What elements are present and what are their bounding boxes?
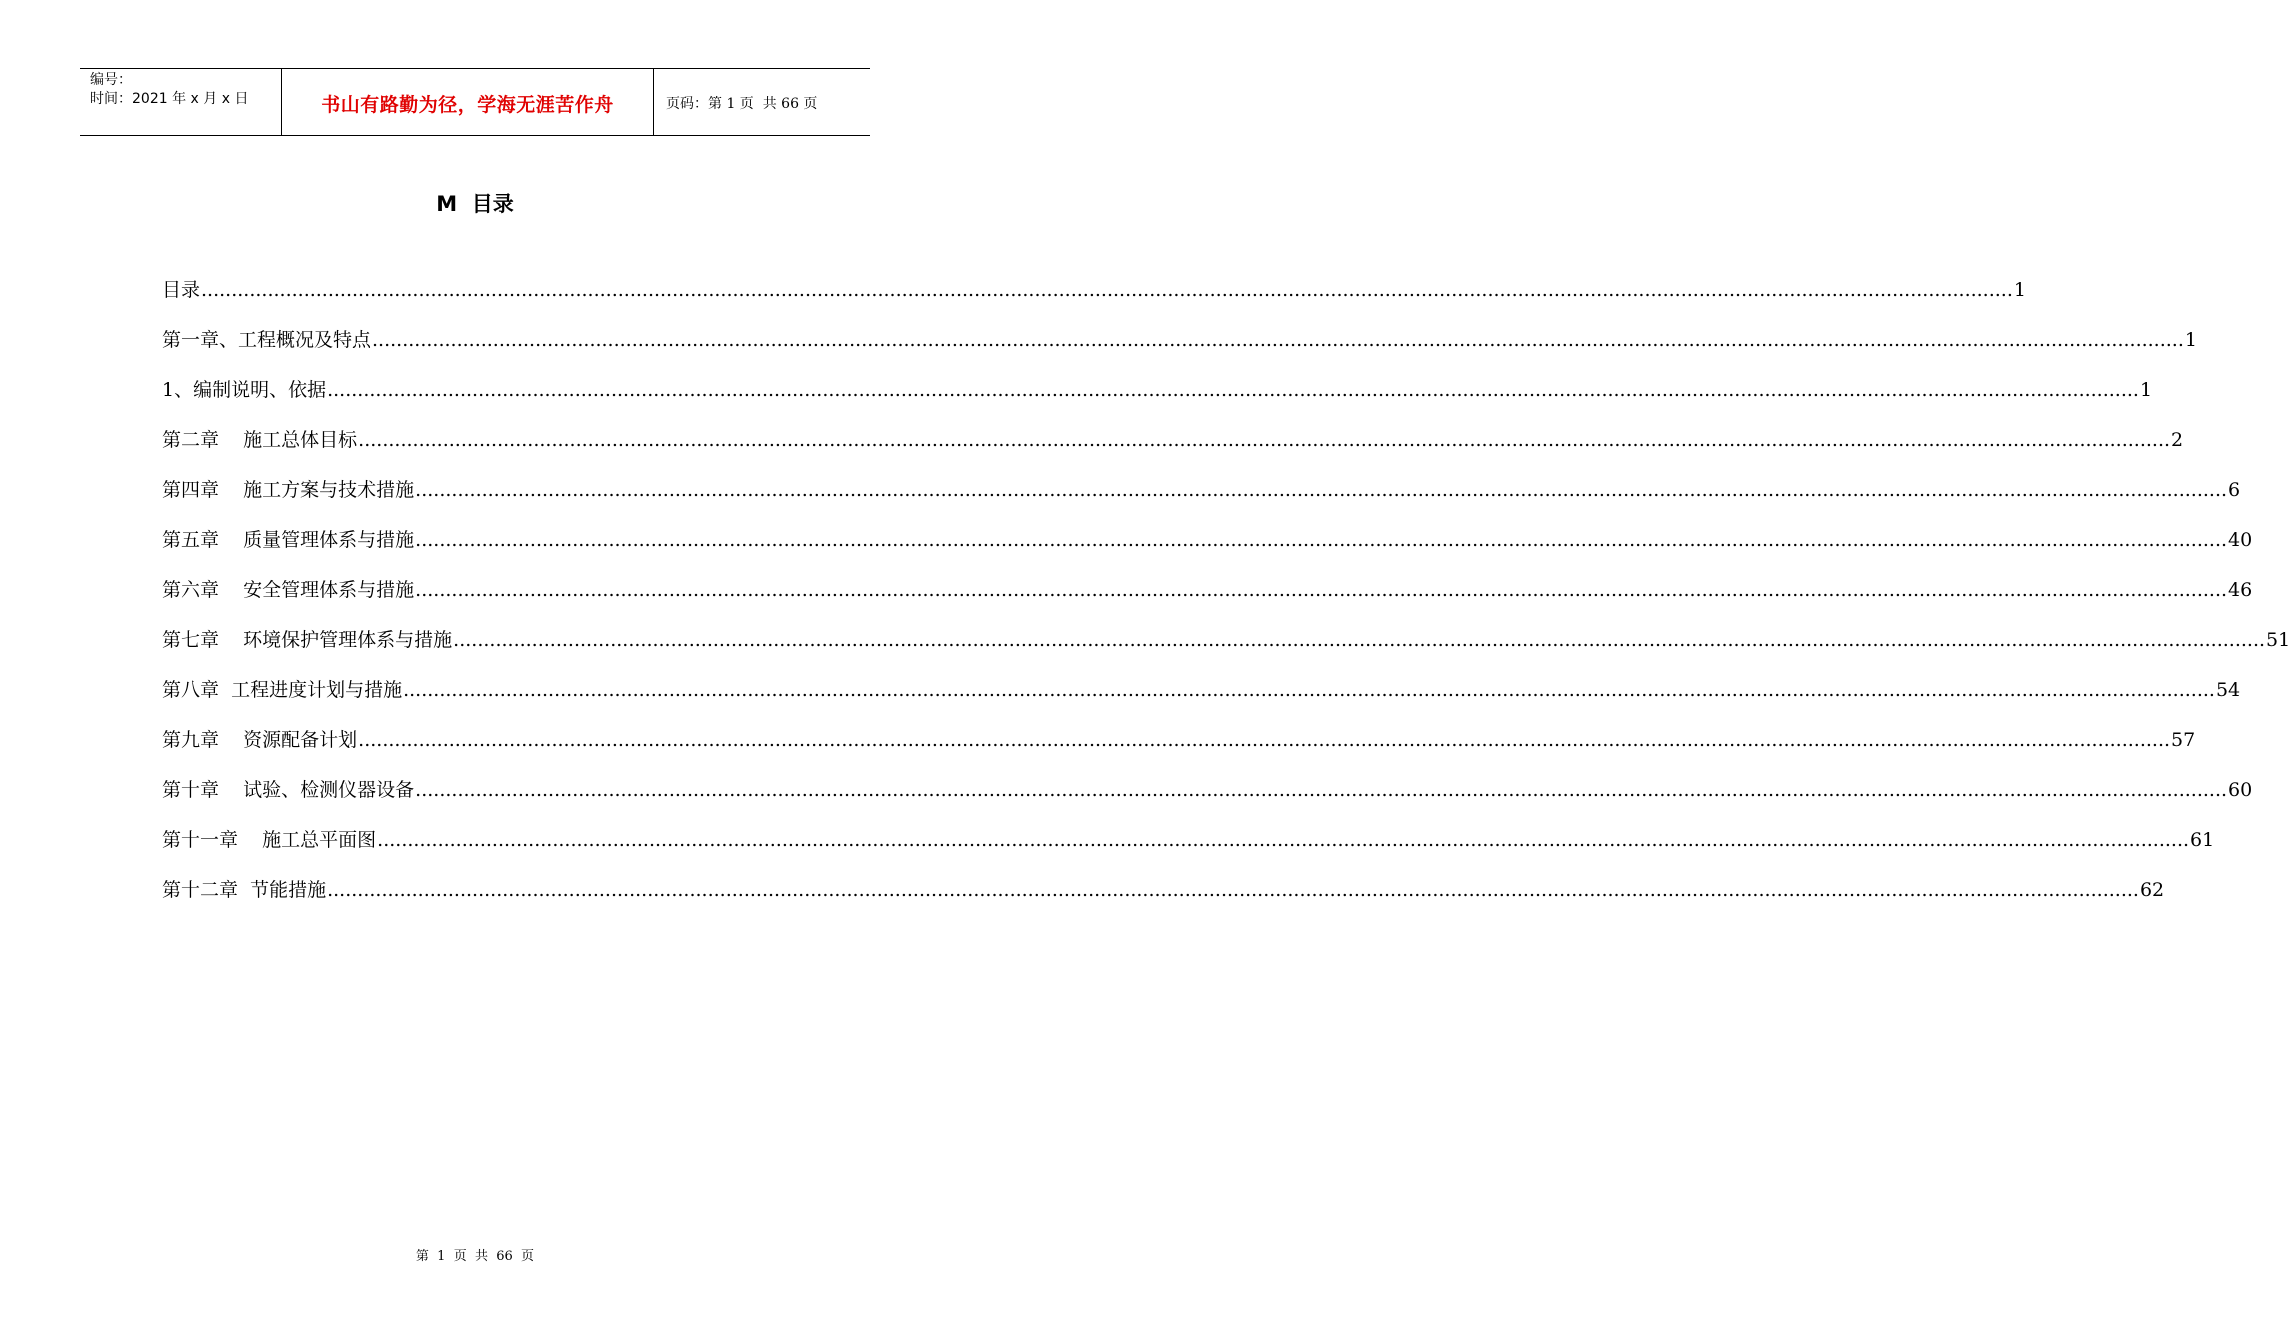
toc-entry-page: 6 — [2228, 479, 2241, 501]
header-time-label: 时间：2021 年 x 月 x 日 — [90, 91, 249, 107]
toc-entry[interactable] — [162, 525, 2253, 575]
header-page-info — [654, 69, 870, 135]
toc-entry-title: 第七章 环境保护管理体系与措施 — [162, 629, 453, 651]
toc-leader-dots: ............................................................................................................................................................................................................................................................................................................ — [327, 379, 2139, 401]
page-header — [80, 68, 870, 136]
toc-entry-title: 1、编制说明、依据 — [162, 379, 327, 401]
toc-leader-dots: ............................................................................................................................................................................................................................................................................................................ — [415, 779, 2228, 801]
toc-leader-dots: ............................................................................................................................................................................................................................................................................................................ — [453, 629, 2266, 651]
header-number-label: 编号： — [90, 72, 132, 88]
toc-entry[interactable] — [162, 275, 2026, 325]
toc-entry-page: 61 — [2190, 829, 2215, 851]
toc-entry[interactable] — [162, 575, 2253, 625]
header-meta — [80, 69, 282, 135]
toc-entry-page: 1 — [2184, 329, 2197, 351]
toc-leader-dots: ............................................................................................................................................................................................................................................................................................................ — [403, 679, 2215, 701]
toc-entry[interactable] — [162, 475, 2241, 525]
toc-entry-page: 62 — [2139, 879, 2165, 901]
toc-entry-page: 54 — [2215, 679, 2241, 701]
toc-entry[interactable] — [162, 325, 2197, 375]
toc-entry[interactable] — [162, 775, 2253, 825]
toc-leader-dots: ............................................................................................................................................................................................................................................................................................................ — [358, 429, 2171, 451]
toc-entry-title: 第六章 安全管理体系与措施 — [162, 579, 415, 601]
toc-leader-dots: ............................................................................................................................................................................................................................................................................................................ — [201, 279, 2013, 301]
toc-entry-title: 第五章 质量管理体系与措施 — [162, 529, 415, 551]
toc-leader-dots: ............................................................................................................................................................................................................................................................................................................ — [327, 879, 2139, 901]
header-page-info-text: 页码：第 1 页 共 66 页 — [666, 96, 818, 112]
page-footer: 第 1 页 共 66 页 — [415, 1249, 535, 1264]
toc-entry[interactable] — [162, 825, 2215, 875]
toc-leader-dots: ............................................................................................................................................................................................................................................................................................................ — [415, 529, 2228, 551]
toc-entry-page: 51 — [2266, 629, 2290, 651]
toc-entry[interactable] — [162, 675, 2241, 725]
toc-entry-page: 40 — [2228, 529, 2253, 551]
toc-entry-title: 第二章 施工总体目标 — [162, 429, 358, 451]
toc-entry-page: 1 — [2013, 279, 2026, 301]
toc-entry-page: 60 — [2228, 779, 2253, 801]
toc-leader-dots: ............................................................................................................................................................................................................................................................................................................ — [377, 829, 2190, 851]
toc-entry-title: 第八章 工程进度计划与措施 — [162, 679, 403, 701]
toc-entry[interactable] — [162, 875, 2165, 925]
toc-entry[interactable] — [162, 425, 2184, 475]
toc-entry-page: 57 — [2171, 729, 2196, 751]
toc-entry-page: 2 — [2171, 429, 2184, 451]
toc-entry-title: 目录 — [162, 279, 201, 301]
toc-entry-title: 第十章 试验、检测仪器设备 — [162, 779, 415, 801]
toc-leader-dots: ............................................................................................................................................................................................................................................................................................................ — [415, 579, 2228, 601]
toc-entry[interactable] — [162, 725, 2196, 775]
toc-entry-page: 46 — [2228, 579, 2253, 601]
toc-leader-dots: ............................................................................................................................................................................................................................................................................................................ — [358, 729, 2171, 751]
toc-leader-dots: ............................................................................................................................................................................................................................................................................................................ — [372, 329, 2184, 351]
document-title: M 目录 — [436, 192, 514, 216]
toc-entry[interactable] — [162, 375, 2153, 425]
toc-entry-page: 1 — [2139, 379, 2153, 401]
toc-entry-title: 第一章、工程概况及特点 — [162, 329, 372, 351]
toc-leader-dots: ............................................................................................................................................................................................................................................................................................................ — [415, 479, 2228, 501]
toc-entry[interactable] — [162, 625, 2290, 675]
toc-entry-title: 第九章 资源配备计划 — [162, 729, 358, 751]
header-motto: 书山有路勤为径，学海无涯苦作舟 — [282, 69, 654, 135]
toc-entry-title: 第十二章 节能措施 — [162, 879, 327, 901]
table-of-contents — [162, 275, 2290, 925]
toc-entry-title: 第十一章 施工总平面图 — [162, 829, 377, 851]
toc-entry-title: 第四章 施工方案与技术措施 — [162, 479, 415, 501]
